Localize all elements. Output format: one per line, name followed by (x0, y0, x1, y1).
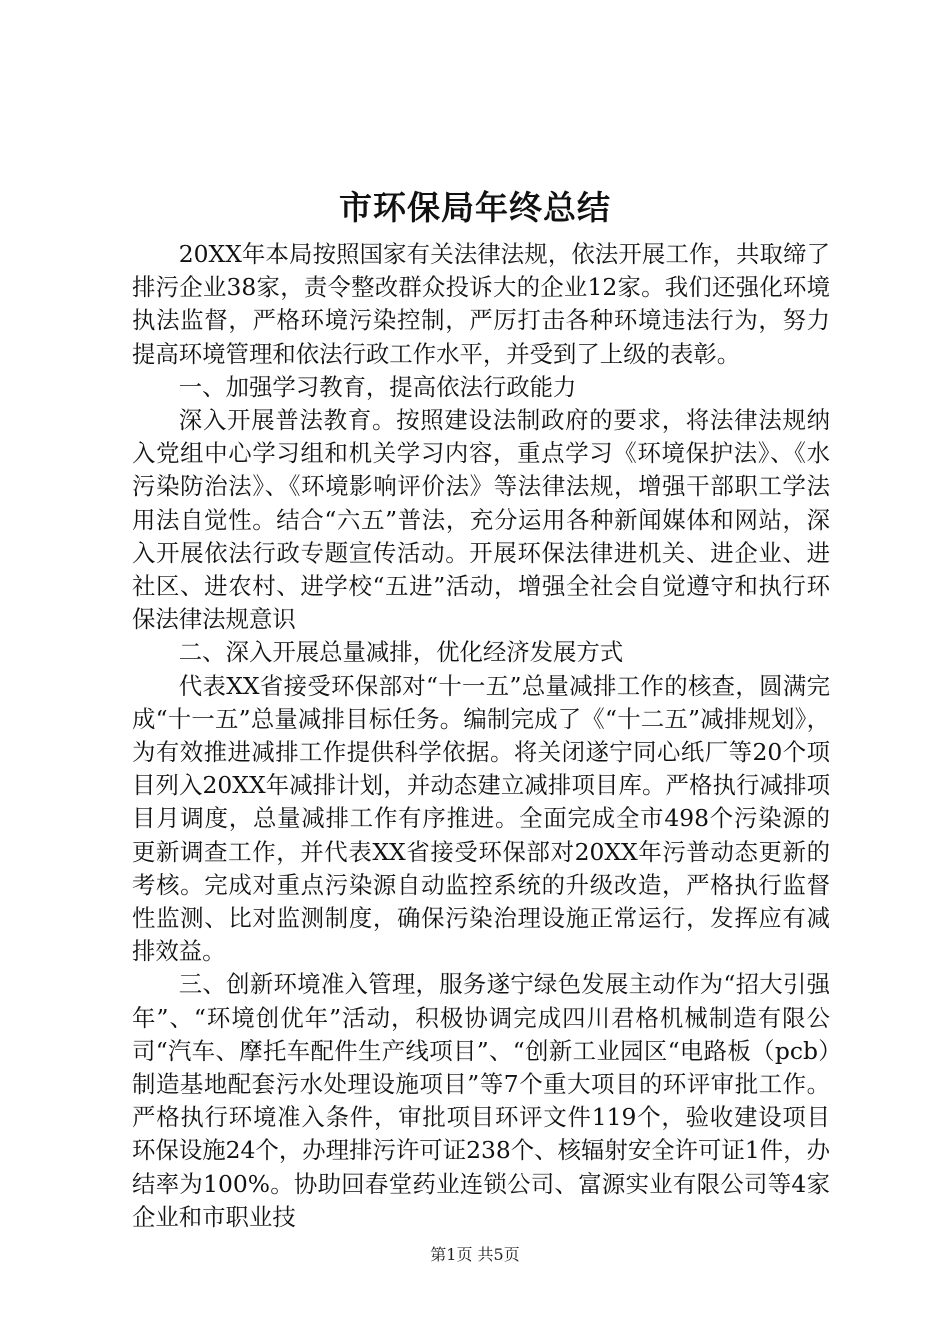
section-heading-1: 一、加强学习教育，提高依法行政能力 (178, 372, 577, 401)
page-number-footer: 第1页 共5页 (430, 1245, 520, 1264)
section-1-paragraph: 深入开展普法教育。按照建设法制政府的要求，将法律法规纳入党组中心学习组和机关学习内容，重点学习《环境保护法》、《水污染防治法》、《环境影响评价法》等法律法规，增强干部职工学法用法自觉性。结合“六五”普法，充分运用各种新闻媒体和网站，深入开展依法行政专题宣传活动。开展环保法律进机关、进企业、进社区、进农村、进学校“五进”活动，增强全社会自觉遵守和执行环保法律法规意识 (132, 406, 830, 634)
section-2-paragraph: 代表XX省接受环保部对“十一五”总量减排工作的核查，圆满完成“十一五”总量减排目标任务。编制完成了《“十二五”减排规划》，为有效推进减排工作提供科学依据。将关闭遂宁同心纸厂等20个项目列入20XX年减排计划，并动态建立减排项目库。严格执行减排项目月调度，总量减排工作有序推进。全面完成全市498个污染源的更新调查工作，并代表XX省接受环保部对20XX年污普动态更新的考核。完成对重点污染源自动监控系统的升级改造，严格执行监督性监测、比对监测制度，确保污染治理设施正常运行，发挥应有减排效益。 (132, 671, 830, 966)
document-title: 市环保局年终总结 (339, 188, 611, 227)
section-heading-2: 二、深入开展总量减排，优化经济发展方式 (178, 638, 624, 667)
section-3-paragraph: 三、创新环境准入管理，服务遂宁绿色发展主动作为“招大引强年”、“环境创优年”活动，积极协调完成四川君格机械制造有限公司“汽车、摩托车配件生产线项目”、“创新工业园区“电路板（pcb）制造基地配套污水处理设施项目”等7个重大项目的环评审批工作。严格执行环境准入条件，审批项目环评文件119个，验收建设项目环保设施24个，办理排污许可证238个、核辐射安全许可证1件，办结率为100%。协助回春堂药业连锁公司、富源实业有限公司等4家企业和市职业技 (132, 970, 830, 1231)
document-body (132, 238, 830, 1234)
intro-paragraph: 20XX年本局按照国家有关法律法规，依法开展工作，共取缔了排污企业38家，责令整改群众投诉大的企业12家。我们还强化环境执法监督，严格环境污染控制，严厉打击各种环境违法行为，努力提高环境管理和依法行政工作水平，并受到了上级的表彰。 (132, 240, 830, 368)
